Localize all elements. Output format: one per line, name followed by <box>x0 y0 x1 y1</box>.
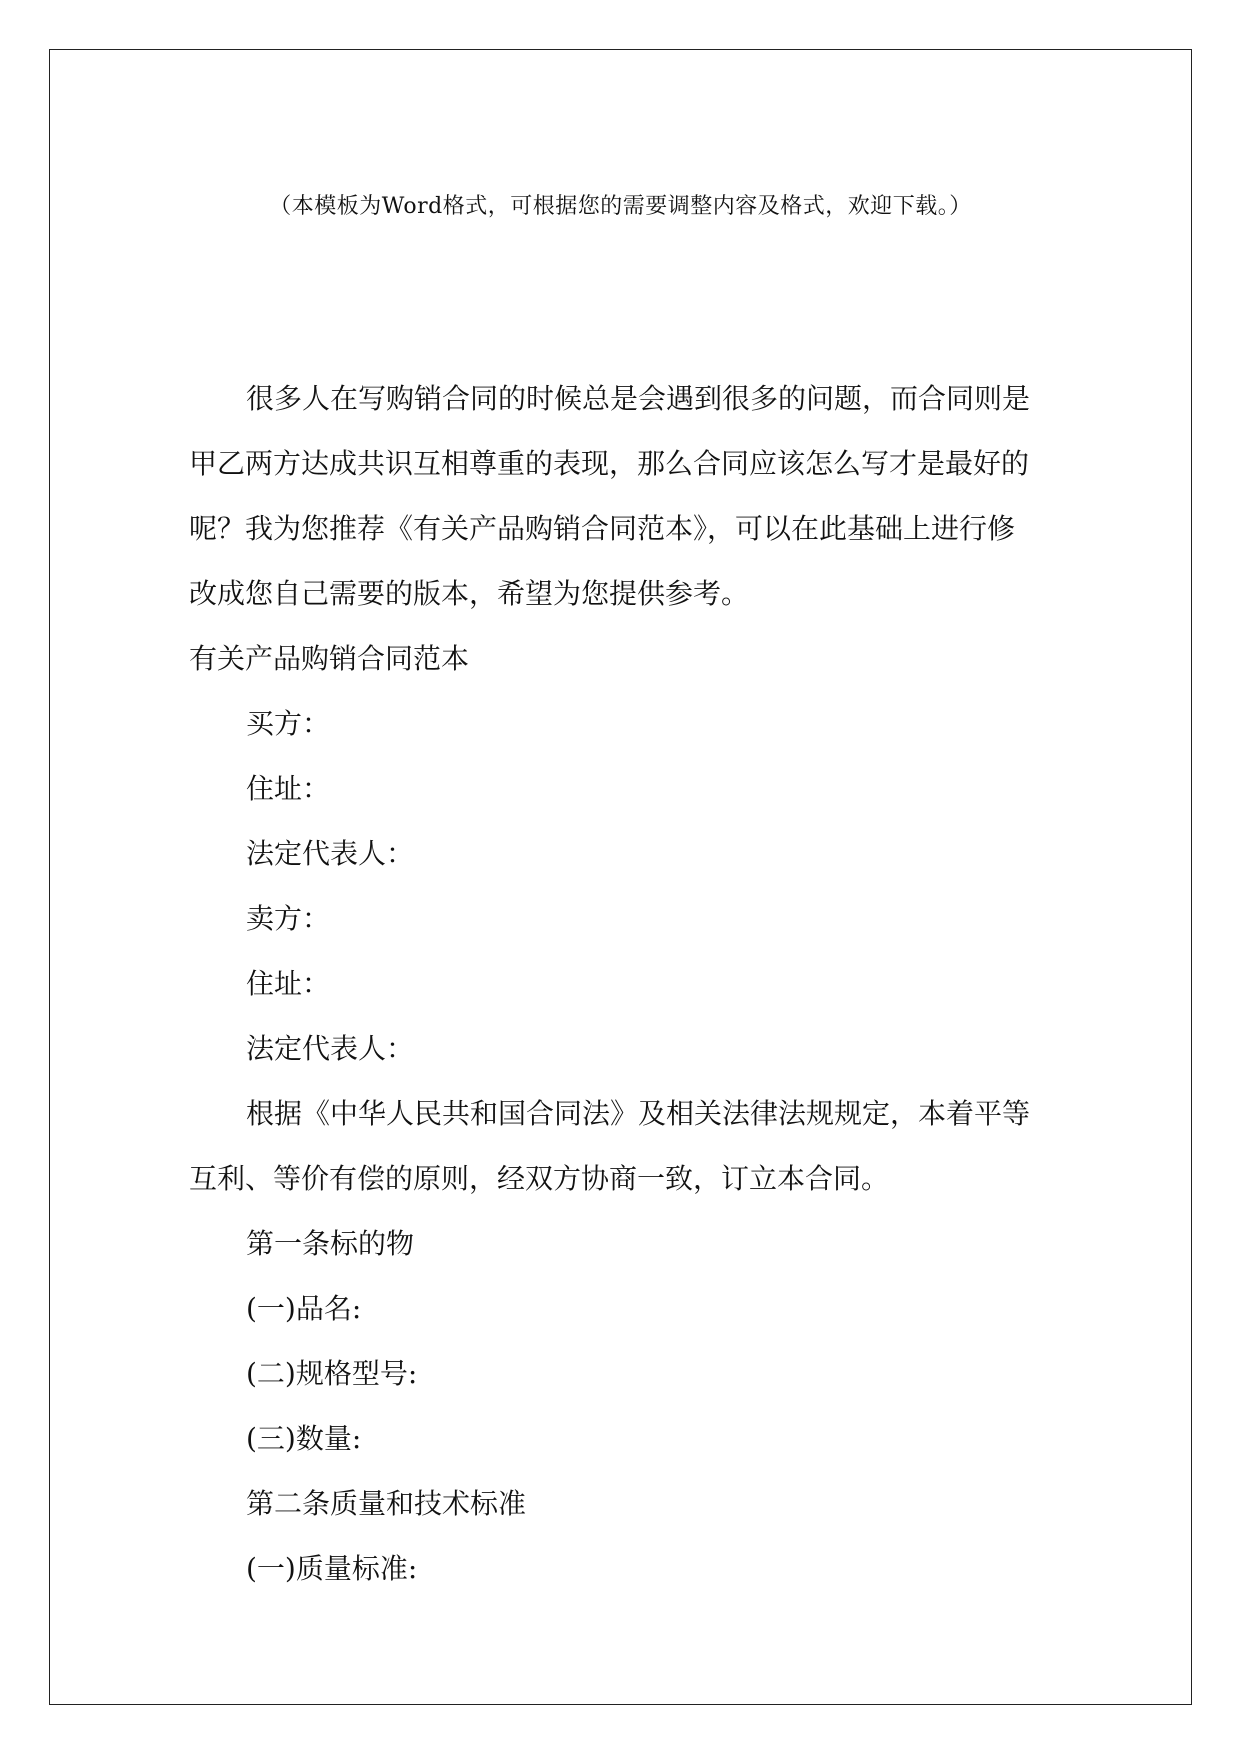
contract-title: 有关产品购销合同范本 <box>189 642 470 675</box>
article-2-heading: 第二条质量和技术标准 <box>246 1487 527 1520</box>
article-1-item: (三)数量: <box>246 1422 362 1455</box>
intro-line: 甲乙两方达成共识互相尊重的表现，那么合同应该怎么写才是最好的 <box>189 447 1030 480</box>
intro-line: 呢？我为您推荐《有关产品购销合同范本》，可以在此基础上进行修 <box>189 512 1016 545</box>
article-1-item: (二)规格型号: <box>246 1357 418 1390</box>
article-1-item: (一)品名: <box>246 1292 362 1325</box>
basis-paragraph <box>189 1081 1057 1211</box>
seller-representative: 法定代表人： <box>246 1032 415 1065</box>
document-body <box>189 366 1057 1601</box>
intro-paragraph <box>189 366 1057 626</box>
intro-line: 很多人在写购销合同的时候总是会遇到很多的问题，而合同则是 <box>246 382 1031 415</box>
buyer-representative: 法定代表人： <box>246 837 415 870</box>
article-1-heading: 第一条标的物 <box>246 1227 415 1260</box>
buyer-address: 住址： <box>246 772 331 805</box>
buyer-label: 买方： <box>246 707 331 740</box>
basis-line: 互利、等价有偿的原则，经双方协商一致，订立本合同。 <box>189 1162 890 1195</box>
article-2-item: (一)质量标准: <box>246 1552 418 1585</box>
basis-line: 根据《中华人民共和国合同法》及相关法律法规规定，本着平等 <box>246 1097 1031 1130</box>
template-note: （本模板为Word格式，可根据您的需要调整内容及格式，欢迎下载。） <box>269 194 972 219</box>
seller-address: 住址： <box>246 967 331 1000</box>
intro-line: 改成您自己需要的版本，希望为您提供参考。 <box>189 577 750 610</box>
seller-label: 卖方： <box>246 902 331 935</box>
